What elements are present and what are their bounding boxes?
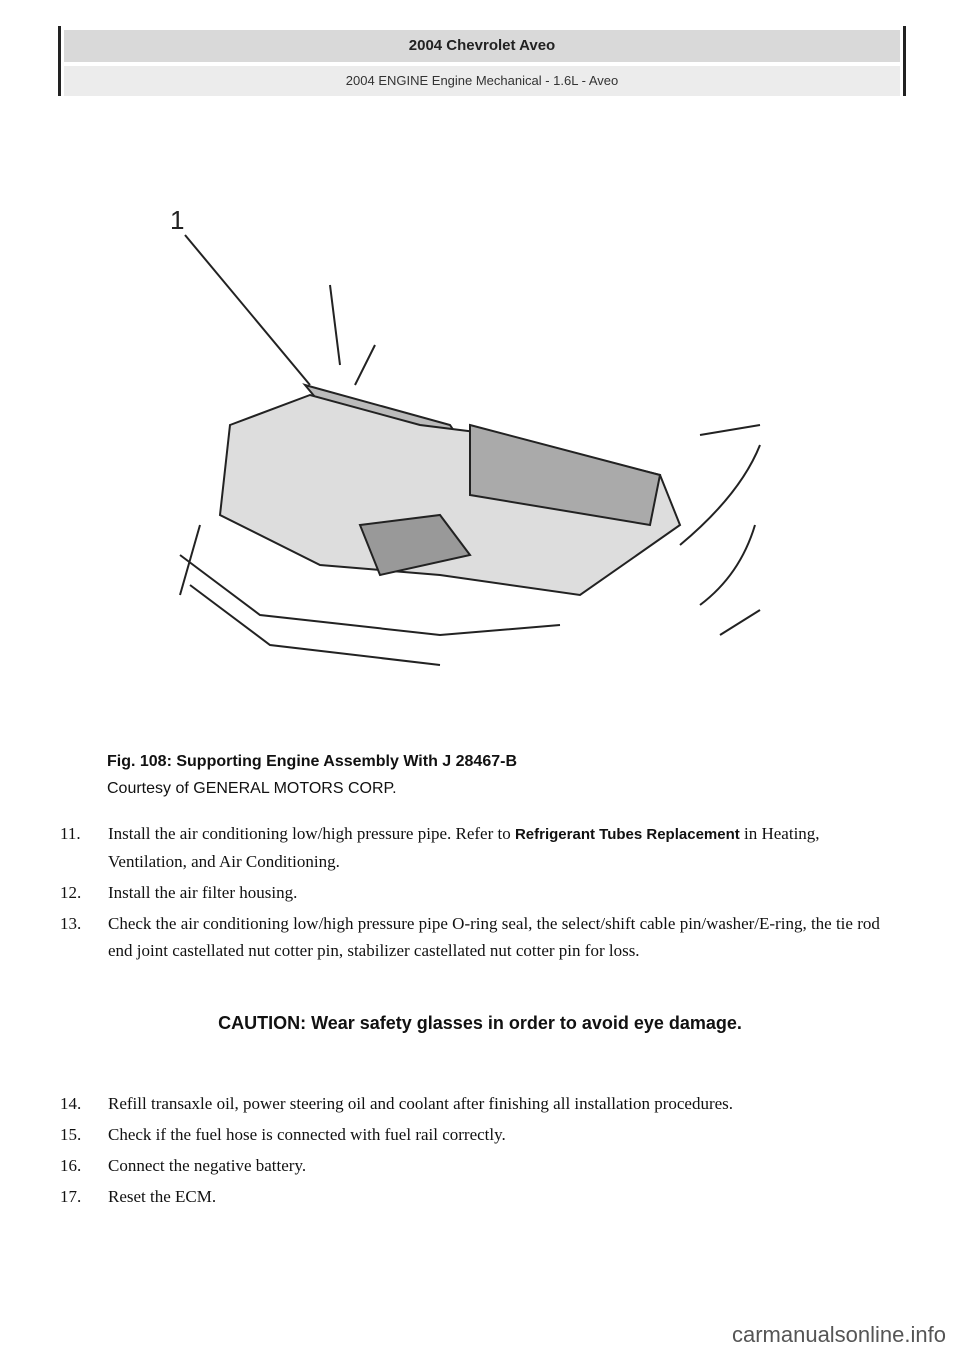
step-15 — [60, 1121, 900, 1148]
step-text: Reset the ECM. — [108, 1187, 217, 1206]
step-number: 12. — [60, 883, 82, 902]
step-number: 14. — [60, 1094, 82, 1113]
procedure-steps-a — [60, 820, 900, 968]
step-number: 13. — [60, 914, 82, 933]
step-number: 15. — [60, 1125, 82, 1144]
step-16 — [60, 1152, 900, 1179]
figure-callout-1: 1 — [170, 205, 185, 235]
step-number: 11. — [60, 824, 81, 843]
step-text: Check if the fuel hose is connected with fuel rail correctly. — [108, 1125, 506, 1144]
step-link[interactable]: Refrigerant Tubes Replacement — [514, 826, 740, 843]
support-fixture — [330, 285, 375, 385]
callout-leader — [185, 235, 310, 385]
figure-caption — [107, 748, 517, 802]
step-13 — [60, 910, 900, 964]
watermark: carmanualsonline.info — [731, 1322, 946, 1347]
step-12 — [60, 879, 900, 906]
step-11 — [60, 820, 900, 875]
step-text-after: in Heating, Ventilation, and Air Conditioning. — [108, 824, 820, 871]
document-header — [58, 26, 906, 96]
step-17 — [60, 1183, 900, 1210]
step-number: 16. — [60, 1156, 82, 1175]
step-text: Connect the negative battery. — [108, 1156, 307, 1175]
document-subtitle: 2004 ENGINE Engine Mechanical - 1.6L - Aveo — [64, 66, 900, 96]
header-border-left — [58, 26, 61, 96]
figure-credit: Courtesy of GENERAL MOTORS CORP. — [107, 780, 397, 797]
document-title: 2004 Chevrolet Aveo — [64, 30, 900, 62]
step-text — [108, 820, 900, 875]
step-text: Refill transaxle oil, power steering oil and coolant after finishing all installation procedures. — [108, 1094, 734, 1113]
step-text: Install the air filter housing. — [108, 883, 298, 902]
step-text-part: Install the air conditioning low/high pressure pipe. Refer to — [108, 824, 515, 843]
engine-support-illustration — [140, 195, 780, 675]
step-text: Check the air conditioning low/high pressure pipe O-ring seal, the select/shift cable pin/washer/E-ring, the tie rod end joint castellated nut cotter pin, stabilizer castellated nut cotter pin for loss. — [108, 914, 880, 960]
procedure-steps-b — [60, 1090, 900, 1214]
header-border-right — [903, 26, 906, 96]
caution-note: CAUTION: Wear safety glasses in order to avoid eye damage. — [218, 1013, 742, 1033]
figure-title: Fig. 108: Supporting Engine Assembly With J 28467-B — [107, 753, 518, 770]
step-number: 17. — [60, 1187, 82, 1206]
step-14 — [60, 1090, 900, 1117]
